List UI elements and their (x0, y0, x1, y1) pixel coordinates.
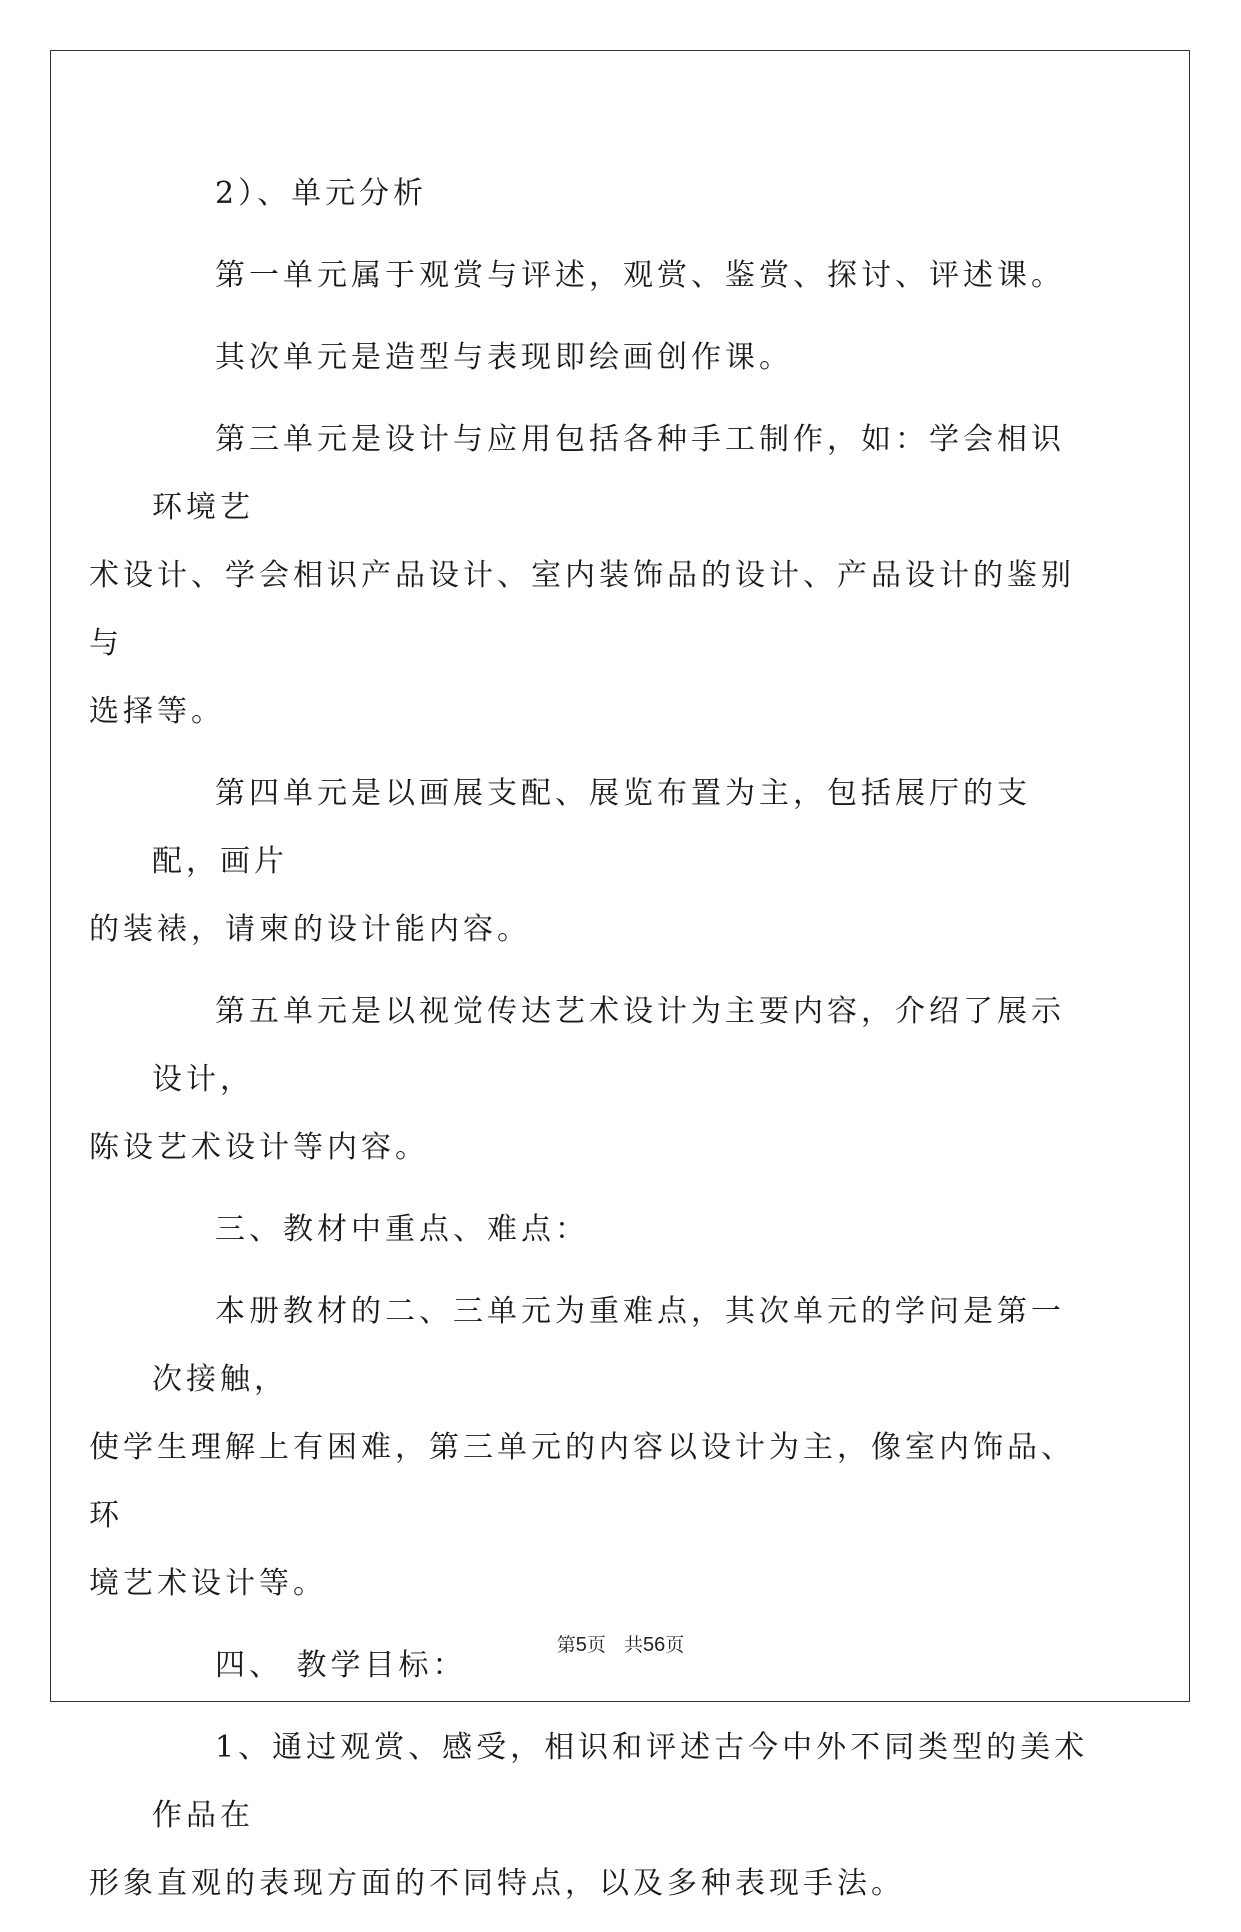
text-line: 陈设艺术设计等内容。 (89, 1130, 429, 1165)
text-line: 的装裱，请柬的设计能内容。 (89, 912, 531, 947)
text-line: 第一单元属于观赏与评述，观赏、鉴赏、探讨、评述课。 (215, 258, 1065, 293)
text-line: 本册教材的二、三单元为重难点，其次单元的学问是第一次接触， (152, 1294, 1065, 1397)
paragraph-key-points (89, 1278, 1092, 1618)
paragraph-unit-three (89, 406, 1092, 746)
text-line: 术设计、学会相识产品设计、室内装饰品的设计、产品设计的鉴别与 (89, 558, 1075, 661)
page-footer (0, 1630, 1241, 1657)
text-line: 使学生理解上有困难，第三单元的内容以设计为主，像室内饰品、环 (89, 1430, 1075, 1533)
text-line: 第四单元是以画展支配、展览布置为主，包括展厅的支配，画片 (152, 776, 1031, 879)
text-line: 选择等。 (89, 694, 225, 729)
footer-total-suffix: 页 (665, 1634, 685, 1656)
footer-page-suffix: 页 (586, 1634, 606, 1656)
paragraph-unit-one (152, 242, 1092, 310)
paragraph-unit-four (89, 760, 1092, 964)
text-line: 三、教材中重点、难点： (215, 1212, 589, 1247)
text-line: 1、通过观赏、感受，相识和评述古今中外不同类型的美术作品在 (152, 1730, 1089, 1833)
paragraph-unit-analysis-heading (152, 160, 1092, 228)
text-line: 四、 教学目标： (215, 1648, 467, 1683)
text-line: 2）、单元分析 (215, 176, 428, 211)
footer-prefix: 第 (556, 1634, 576, 1656)
current-page-number: 5 (575, 1634, 587, 1656)
document-body (89, 160, 1092, 1932)
text-line: 第五单元是以视觉传达艺术设计为主要内容，介绍了展示设计， (152, 994, 1065, 1097)
text-line: 第三单元是设计与应用包括各种手工制作，如：学会相识环境艺 (152, 422, 1065, 525)
text-line: 其次单元是造型与表现即绘画创作课。 (215, 340, 793, 375)
section-heading-key-points (152, 1196, 1092, 1264)
paragraph-unit-two (152, 324, 1092, 392)
text-line: 形象直观的表现方面的不同特点，以及多种表现手法。 (89, 1866, 905, 1901)
paragraph-unit-five (89, 978, 1092, 1182)
total-page-count: 56 (642, 1634, 666, 1656)
text-line: 境艺术设计等。 (89, 1566, 327, 1601)
footer-total-prefix: 共 (623, 1634, 643, 1656)
paragraph-goal-one (89, 1714, 1092, 1918)
